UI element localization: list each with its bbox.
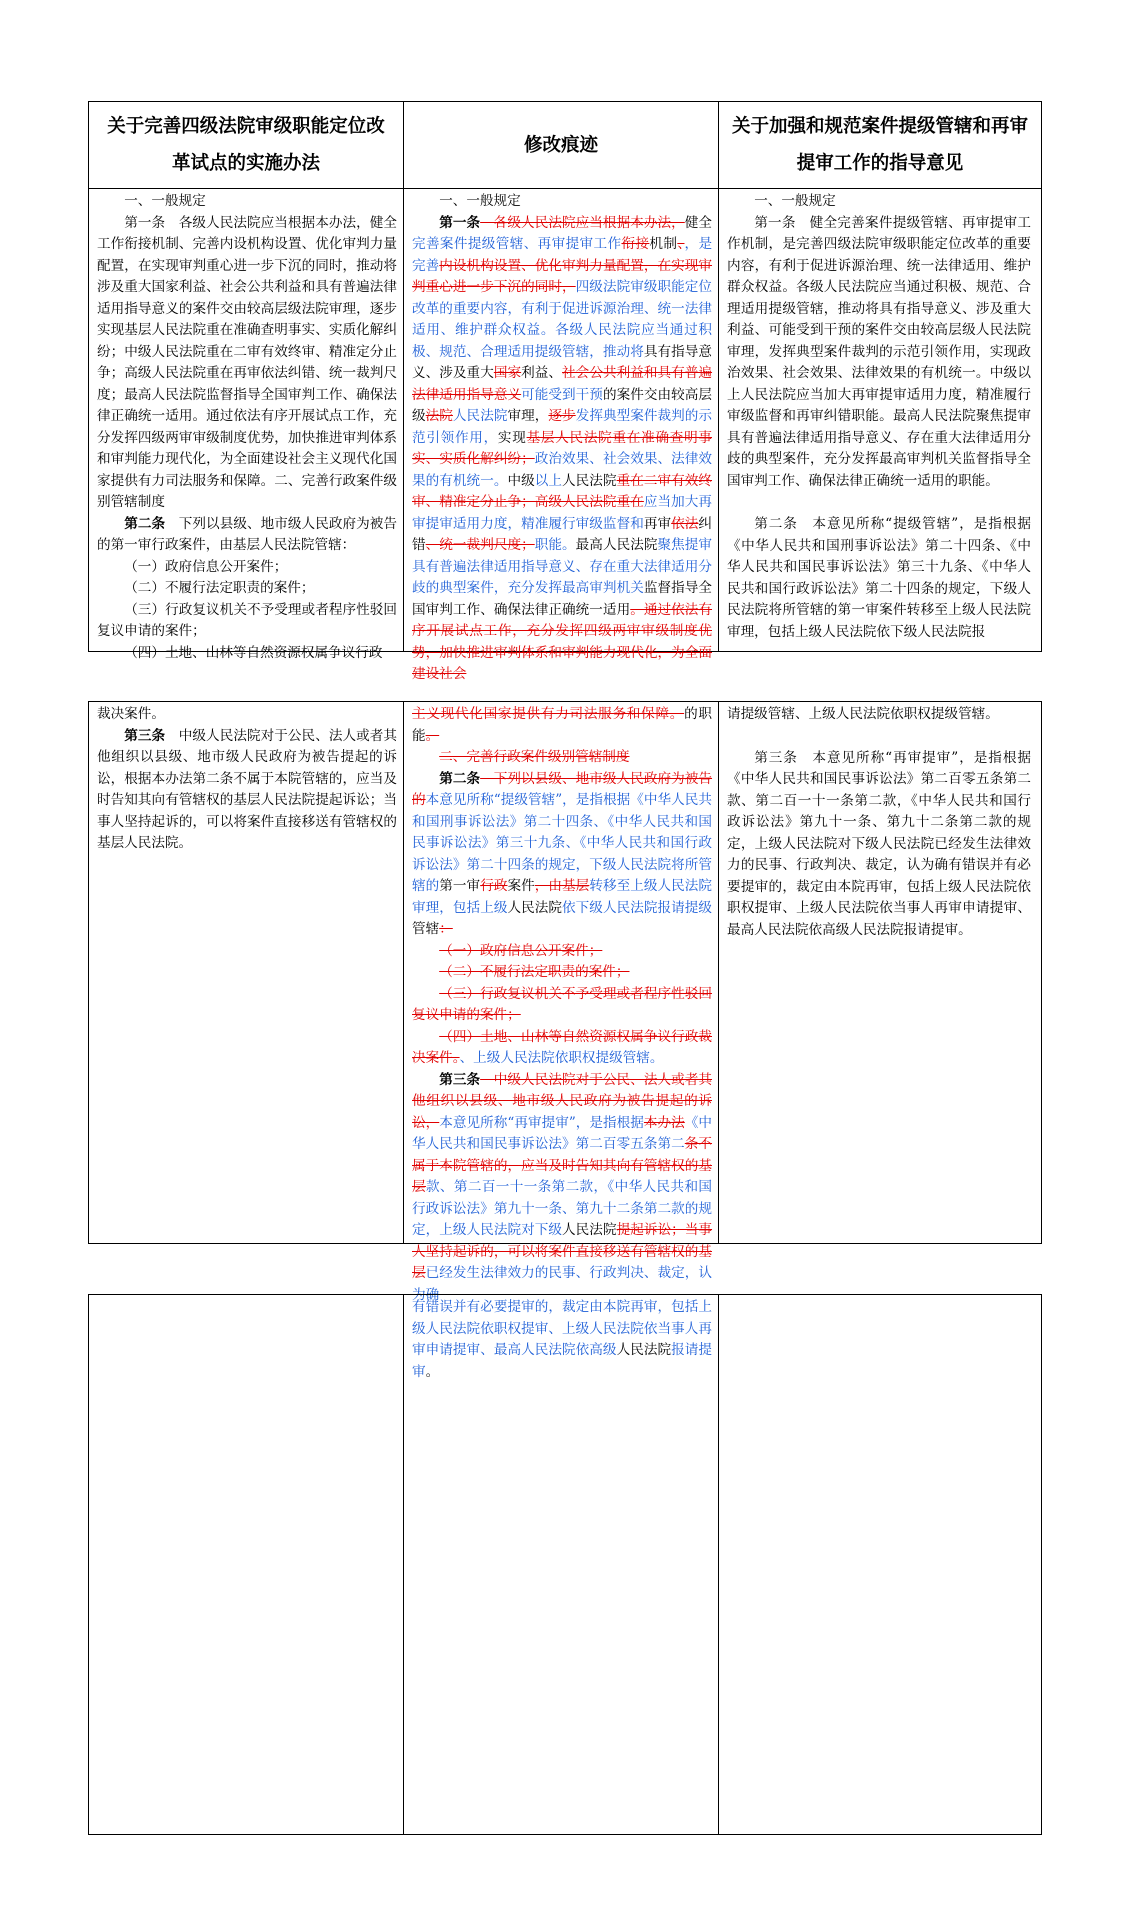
text-run: （三）行政复议机关不予受理或者程序性驳回复议申请的案件； bbox=[97, 601, 397, 639]
deleted-text: 中级人民法院对于公民、法人或者其他组织以县级、地市级人民政府为被告提起的诉讼， bbox=[412, 1071, 713, 1131]
text-run: 案件 bbox=[507, 878, 535, 894]
text-run: 人民法院 bbox=[507, 899, 563, 916]
deleted-text: ： bbox=[439, 921, 453, 937]
text-run: 第三条 bbox=[439, 1071, 481, 1088]
revision-marks-column bbox=[403, 702, 719, 1303]
text-run: 审理， bbox=[507, 408, 549, 424]
text-run: 中级人民法院对于公民、法人或者其他组织以县级、地市级人民政府为被告提起的诉讼，根据本办法第二条不属于本院管辖的，应当及时告知其向有管辖权的基层人民法院提起诉讼；当事人坚持起诉的，可以将案件直接移送有管辖权的基层人民法院。 bbox=[97, 727, 398, 851]
text-run: 实现 bbox=[497, 429, 527, 446]
deleted-text: 内设机构设置、优化审判力量配置，在实现审判重心进一步下沉的同时， bbox=[412, 257, 713, 295]
inserted-text: 人民法院 bbox=[452, 408, 508, 424]
text-run: 下列以县级、地市级人民政府为被告的第一审行政案件，由基层人民法院管辖： bbox=[97, 515, 398, 553]
text-run: 第一条 各级人民法院应当根据本办法，健全工作衔接机制、完善内设机构设置、优化审判力量配置，在实现审判重心进一步下沉的同时，推动将涉及重大国家利益、社会公共利益和具有普遍法律适用指导意义的案件交由较高层级法院审理，逐步实现基层人民法院重在准确查明事实、实质化解纠纷；中级人民法院重在二审有效终审、精准定分止争；高级人民法院重在再审依法纠错、统一裁判尺度；最高人民法院监督指导全国审判工作、确保法律正确统一适用。通过依法有序开展试点工作，充分发挥四级两审审级制度优势，加快推进审判体系和审判能力现代化，为全面建设社会主义现代化国家提供有力司法服务和保障。二、完善行政案件级别管辖制度 bbox=[97, 214, 397, 510]
paragraph bbox=[412, 213, 712, 686]
deleted-text: （二）不履行法定职责的案件； bbox=[439, 964, 630, 980]
paragraph bbox=[412, 747, 712, 769]
paragraph bbox=[97, 726, 397, 855]
text-run: 利益、 bbox=[521, 365, 563, 381]
inserted-text: 《中华人民共和国民事诉讼法》第二百零五条第二 bbox=[412, 1114, 713, 1152]
text-run: 一、一般规定 bbox=[754, 193, 836, 209]
page-3 bbox=[88, 1294, 1042, 1835]
page-1 bbox=[88, 101, 1042, 682]
guidance-opinion-column bbox=[719, 702, 1039, 1243]
paragraph bbox=[727, 191, 1031, 213]
text-run: 第一审 bbox=[439, 878, 481, 894]
paragraph bbox=[412, 191, 712, 213]
inserted-text: 依下级人民法院报请提级 bbox=[562, 899, 713, 916]
deleted-text: 主义现代化国家提供有力司法服务和保障。 bbox=[412, 706, 685, 722]
text-run: 纠错 bbox=[412, 515, 713, 553]
inserted-text: ，是 bbox=[684, 236, 713, 252]
text-run: 第一条 bbox=[439, 214, 481, 231]
text-run: （四）土地、山林等自然资源权属争议行政 bbox=[124, 644, 383, 661]
paragraph bbox=[97, 704, 397, 726]
text-run: 人民法院 bbox=[562, 1222, 617, 1238]
deleted-text: 社会公共利益和具有普遍法律适用指导意义 bbox=[412, 365, 713, 403]
text-run: 健全 bbox=[684, 214, 713, 231]
paragraph bbox=[412, 1070, 712, 1307]
text-run: 涉及重大 bbox=[439, 365, 494, 381]
text-run: 第二条 本意见所称“提级管辖”，是指根据《中华人民共和国刑事诉讼法》第二十四条、《中华人民共和国民事诉讼法》第三十九条、《中华人民共和国行政诉讼法》第二十四条的规定，下级人民法院将所管辖的第一审案件转移至上级人民法院审理，包括上级人民法院依下级人民法院报 bbox=[727, 516, 1031, 640]
text-run: 最高人民法院 bbox=[575, 537, 658, 553]
deleted-text: 。 bbox=[425, 727, 440, 744]
paragraph bbox=[412, 984, 712, 1027]
text-run: 再审 bbox=[643, 515, 672, 532]
inserted-text: 应当加大再审提审适用力度，精准履行审级监督和 bbox=[412, 494, 713, 532]
inserted-text: 四级法院审级职能定位改革的重要内容，有利于促进诉源治理、统一法律适用、维护群众权益。各级人民法院应当通过积极、规范、合理适用提级管辖，推动将 bbox=[412, 279, 713, 360]
revision-marks-column bbox=[403, 189, 719, 682]
text-run: 管辖 bbox=[412, 921, 440, 937]
deleted-text: 本办法 bbox=[643, 1114, 685, 1131]
text-run: 一、一般规定 bbox=[439, 193, 521, 209]
paragraph-spacer bbox=[727, 492, 1031, 514]
paragraph bbox=[727, 213, 1031, 493]
paragraph-spacer bbox=[727, 726, 1031, 748]
paragraph bbox=[412, 704, 712, 747]
paragraph bbox=[97, 191, 397, 213]
inserted-text: 聚焦提审具有普遍法律适用指导意义、存在重大法律适用分歧的典型案件，充分发挥最高审判机关 bbox=[412, 537, 713, 596]
inserted-text: 可能受到干预 bbox=[521, 386, 603, 403]
deleted-text: 法院 bbox=[425, 408, 453, 424]
text-run: 第二条 bbox=[439, 770, 481, 787]
table-header-row bbox=[89, 102, 1041, 189]
text-run: 具有指导意义、 bbox=[412, 343, 713, 381]
text-run: 人民法院 bbox=[562, 472, 617, 489]
deleted-text: 、 bbox=[677, 236, 685, 252]
deleted-text: （三）行政复议机关不予受理或者程序性驳回复议申请的案件； bbox=[412, 985, 712, 1023]
deleted-text: 逐步 bbox=[548, 408, 576, 424]
paragraph bbox=[97, 514, 397, 557]
text-run: 第二条 bbox=[124, 515, 166, 532]
deleted-text: 行政 bbox=[480, 878, 508, 894]
guidance-opinion-column bbox=[719, 189, 1039, 651]
inserted-text: 、上级人民法院依职权提级管辖。 bbox=[459, 1050, 664, 1066]
text-run: 第三条 本意见所称“再审提审”，是指根据《中华人民共和国民事诉讼法》第二百零五条第二款、第二百一十一条第二款，《中华人民共和国行政诉讼法》第九十一条、第九十二条第二款的规定，上级人民法院对下级人民法院已经发生法律效力的民事、行政判决、裁定，认为确有错误并有必要提审的，裁定由本院再审，包括上级人民法院依职权提审、上级人民法院依当事人再审申请提审、最高人民法院依高级人民法院报请提审。 bbox=[727, 749, 1031, 938]
text-run: 监督指导全国审判工作、确保法律正确统一适用 bbox=[412, 580, 713, 618]
text-run: 中级 bbox=[507, 472, 535, 489]
paragraph bbox=[412, 941, 712, 963]
paragraph bbox=[97, 578, 397, 600]
inserted-text: 报请提审 bbox=[412, 1342, 713, 1380]
paragraph bbox=[727, 748, 1031, 942]
paragraph bbox=[97, 600, 397, 643]
deleted-text: 国家 bbox=[493, 365, 522, 381]
paragraph bbox=[727, 704, 1031, 726]
original-text-column bbox=[89, 189, 403, 661]
inserted-text: 款、第二百一十一条第二款，《中华人民共和国行政诉讼法》第九十一条、第九十二条第二款的规定，上级人民法院对下级 bbox=[412, 1179, 713, 1238]
text-run: 第三条 bbox=[124, 727, 166, 744]
text-run: 裁决案件。 bbox=[97, 706, 165, 722]
header-revision-marks: 修改痕迹 bbox=[403, 102, 719, 188]
inserted-text: 发挥典型案件裁判的示范引领作用， bbox=[412, 408, 713, 446]
paragraph bbox=[412, 1297, 712, 1383]
paragraph bbox=[412, 1027, 712, 1070]
page-2 bbox=[88, 701, 1042, 1303]
inserted-text: 本意见所称“再审提审”，是指根据 bbox=[439, 1114, 644, 1131]
paragraph bbox=[412, 769, 712, 941]
inserted-text: 转移至上级人民法院审理，包括上级 bbox=[412, 878, 713, 916]
header-original-text: 关于完善四级法院审级职能定位改革试点的实施办法 bbox=[107, 116, 385, 174]
deleted-text: （一）政府信息公开案件； bbox=[439, 942, 603, 959]
inserted-text: 本意见所称“提级管辖”，是指根据《中华人民共和国刑事诉讼法》第二十四条、《中华人民共和国民事诉讼法》第三十九条、《中华人民共和国行政诉讼法》第二十四条的规定，下级人民法院将所管辖的 bbox=[412, 792, 712, 894]
inserted-text: 完善案件提级管辖、再审提审工作 bbox=[412, 236, 622, 252]
paragraph bbox=[97, 643, 397, 665]
text-run: 机制 bbox=[649, 236, 678, 252]
inserted-text: 职能。 bbox=[534, 537, 576, 553]
text-run: 一、一般规定 bbox=[124, 193, 206, 209]
deleted-text: 基层人民法院重在准确查明事实、实质化解纠纷； bbox=[412, 429, 712, 467]
deleted-text: 条不属于本院管辖的，应当及时告知其向有管辖权的基层 bbox=[412, 1136, 713, 1195]
inserted-text: 以上 bbox=[534, 472, 563, 489]
deleted-text: 各级人民法院应当根据本办法， bbox=[480, 214, 685, 231]
inserted-text: 政治效果、社会效果、法律效果的有机统一。 bbox=[412, 451, 713, 489]
deleted-text: 重在二审有效终审、精准定分止争；高级人民法院重在 bbox=[412, 472, 713, 510]
paragraph bbox=[412, 962, 712, 984]
text-run: （一）政府信息公开案件； bbox=[124, 558, 288, 575]
paragraph bbox=[97, 557, 397, 579]
deleted-text: 二、完善行政案件级别管辖制度 bbox=[439, 749, 630, 765]
deleted-text: ，由基层 bbox=[534, 878, 590, 894]
paragraph bbox=[97, 213, 397, 514]
header-guidance-opinion: 关于加强和规范案件提级管辖和再审提审工作的指导意见 bbox=[731, 116, 1028, 174]
original-text-column bbox=[89, 1295, 403, 1834]
inserted-text: 已经发生法律效力的民事、行政判决、裁定，认为确 bbox=[412, 1265, 713, 1303]
deleted-text: 衔接 bbox=[621, 236, 650, 252]
text-run: 第一条 健全完善案件提级管辖、再审提审工作机制，是完善四级法院审级职能定位改革的重要内容，有利于促进诉源治理、统一法律适用、维护群众权益。各级人民法院应当通过积极、规范、合理适用提级管辖，推动将具有指导意义、涉及重大利益、可能受到干预的案件交由较高层级人民法院审理，发挥典型案件裁判的示范引领作用，实现政治效果、社会效果、法律效果的有机统一。中级以上人民法院应当加大再审提审适用力度，精准履行审级监督和再审纠错职能。最高人民法院聚焦提审具有普遍法律适用指导意义、存在重大法律适用分歧的典型案件，充分发挥最高审判机关监督指导全国审判工作、确保法律正确统一适用的职能。 bbox=[727, 214, 1031, 489]
guidance-opinion-column bbox=[719, 1295, 1039, 1834]
deleted-text: 提起诉讼；当事人坚持起诉的，可以将案件直接移送有管辖权的基层 bbox=[412, 1222, 713, 1281]
text-run: 的职能 bbox=[412, 706, 713, 744]
deleted-text: 、统一裁判尺度； bbox=[425, 537, 535, 553]
text-run: 的案件交由较高层级 bbox=[412, 386, 713, 424]
revision-marks-column bbox=[403, 1295, 719, 1834]
paragraph bbox=[727, 514, 1031, 643]
text-run: 。 bbox=[425, 1363, 440, 1380]
text-run: 人民法院 bbox=[616, 1342, 672, 1358]
text-run: 请提级管辖、上级人民法院依职权提级管辖。 bbox=[727, 706, 999, 722]
deleted-text: 下列以县级、地市级人民政府为被告的 bbox=[412, 770, 713, 808]
inserted-text: 完善 bbox=[412, 257, 440, 274]
deleted-text: 依法 bbox=[671, 515, 699, 532]
inserted-text: 有错误并有必要提审的，裁定由本院再审，包括上级人民法院依职权提审、上级人民法院依当事人再审申请提审、最高人民法院依高级 bbox=[412, 1299, 712, 1358]
original-text-column bbox=[89, 702, 403, 1243]
deleted-text: （四）土地、山林等自然资源权属争议行政裁决案件。 bbox=[412, 1028, 712, 1066]
text-run: （二）不履行法定职责的案件； bbox=[124, 580, 315, 596]
deleted-text: 。通过依法有序开展试点工作，充分发挥四级两审审级制度优势，加快推进审判体系和审判能力现代化，为全面建设社会 bbox=[412, 601, 713, 682]
